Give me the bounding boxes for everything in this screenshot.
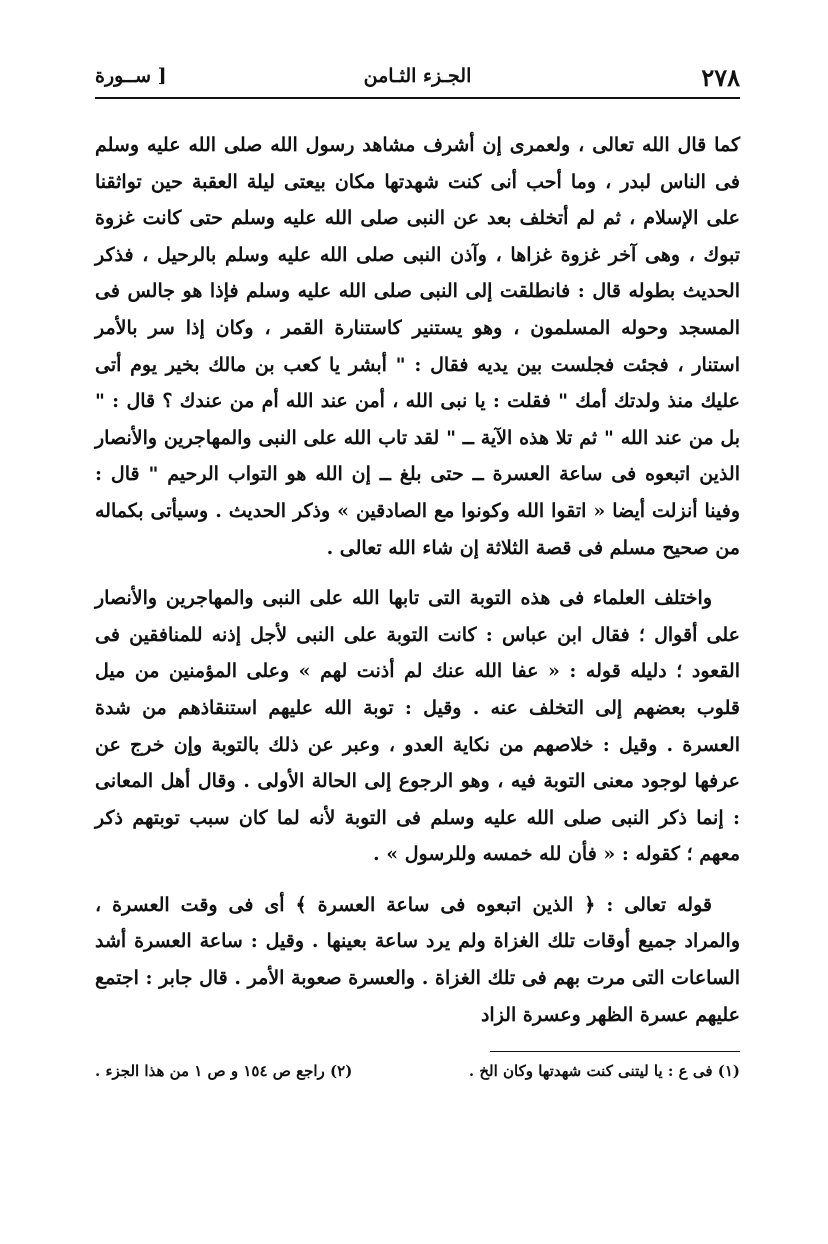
footnote-1: (١) فى ع : يا ليتنى كنت شهدتها وكان الخ . bbox=[468, 1062, 740, 1081]
page-header bbox=[95, 55, 740, 99]
body-text bbox=[95, 127, 740, 1033]
footnote-divider bbox=[490, 1051, 740, 1052]
paragraph-scholars-opinions: واختلف العلماء فى هذه التوبة التى تابها الله على النبى والمهاجرين والأنصار على أقوال ؛ فقال ابن عباس : كانت التوبة على النبى لأجل إذنه للمنافقين فى القعود ؛ دليله قوله : « عفا الله عنك لم أذنت لهم » وعلى المؤمنين من ميل قلوب بعضهم إلى التخلف عنه . وقيل : توبة الله عليهم استنقاذهم من شدة العسرة . وقيل : خلاصهم من نكاية العدو ، وعبر عن ذلك بالتوبة وإن خرج عن عرفها لوجود معنى التوبة فيه ، وهو الرجوع إلى الحالة الأولى . وقال أهل المعانى : إنما ذكر النبى صلى الله عليه وسلم فى التوبة لأنه لما كان سبب توبتهم ذكر معهم ؛ كقوله : « فأن لله خمسه وللرسول » . bbox=[95, 587, 740, 866]
paragraph-verse-commentary: قوله تعالى : ﴿ الذين اتبعوه فى ساعة العسرة ﴾ أى فى وقت العسرة ، والمراد جميع أوقات تلك الغزاة ولم يرد ساعة بعينها . وقيل : ساعة العسرة أشد الساعات التى مرت بهم فى تلك الغزاة . والعسرة صعوبة الأمر . قال جابر : اجتمع عليهم عسرة الظهر وعسرة الزاد bbox=[95, 893, 740, 1026]
running-title: الجـزء الثـامن bbox=[363, 65, 472, 87]
paragraph-gap bbox=[95, 566, 740, 580]
book-page bbox=[95, 55, 740, 1080]
surah-label: [ ســورة bbox=[95, 65, 167, 87]
paragraph-gap bbox=[95, 873, 740, 887]
paragraph-hadith: كما قال الله تعالى ، ولعمرى إن أشرف مشاهد رسول الله صلى الله عليه وسلم فى الناس لبدر ، وما أحب أنى كنت شهدتها مكان بيعتى ليلة العقبة حين تواثقنا على الإسلام ، ثم لم أتخلف بعد عن النبى صلى الله عليه وسلم حتى كانت غزوة تبوك ، وهى آخر غزوة غزاها ، وآذن النبى صلى الله عليه وسلم بالرحيل ، فذكر الحديث بطوله قال : فانطلقت إلى النبى صلى الله عليه وسلم فإذا هو جالس فى المسجد وحوله المسلمون ، وهو يستنير كاستنارة القمر ، وكان إذا سر بالأمر استنار ، فجئت فجلست بين يديه فقال : " أبشر يا كعب بن مالك بخير يوم أتى عليك منذ ولدتك أمك " فقلت : يا نبى الله ، أمن عند الله أم من عندك ؟ قال : " بل من عند الله " ثم تلا هذه الآية ــ " لقد تاب الله على النبى والمهاجرين والأنصار الذين اتبعوه فى ساعة العسرة ــ حتى بلغ ــ إن الله هو التواب الرحيم " قال : وفينا أنزلت أيضا « اتقوا الله وكونوا مع الصادقين » وذكر الحديث . وسيأتى بكماله من صحيح مسلم فى قصة الثلاثة إن شاء الله تعالى . bbox=[95, 134, 740, 559]
footnote-2: (٢) راجع ص ١٥٤ و ص ١ من هذا الجزء . bbox=[95, 1062, 353, 1081]
page-number: ٢٧٨ bbox=[701, 63, 740, 92]
footnotes bbox=[95, 1062, 740, 1080]
